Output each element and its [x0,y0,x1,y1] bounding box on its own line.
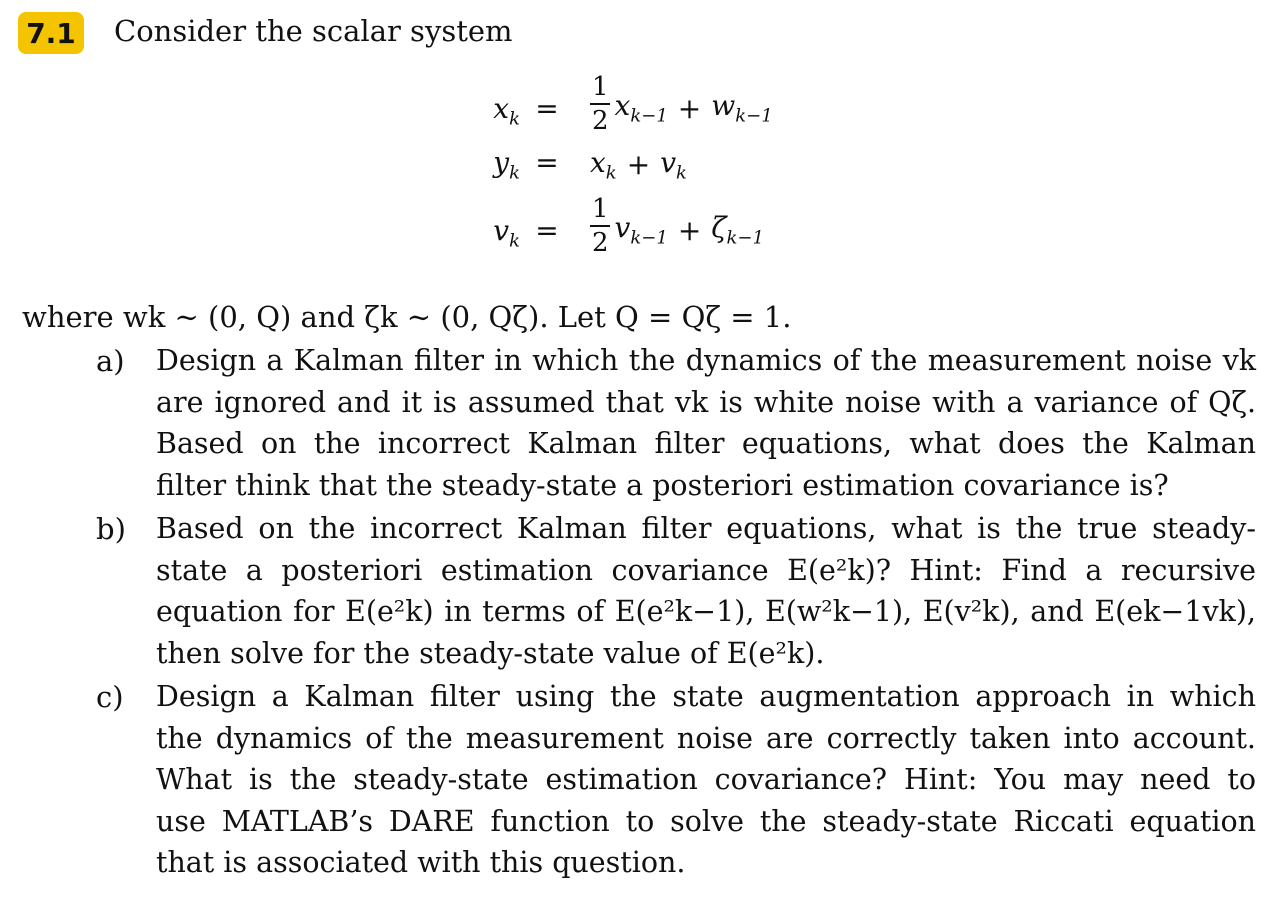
part-label: c) [96,680,124,714]
equation-rhs: $\frac{1}{2}$ $v_{k-1}$ + $\zeta_{k-1}$ [592,194,764,258]
part-text [156,340,1256,506]
text-line: Design a Kalman filter using the state augmentation approach in which [156,680,1256,713]
problem-intro: Consider the scalar system [114,14,513,48]
text-line: use MATLAB’s DARE function to solve the steady-state Riccati equation [156,804,1256,838]
equation-rhs: $\frac{1}{2}$ $x_{k-1}$ + $w_{k-1}$ [592,72,773,136]
fraction-one-half: $\frac{1}{2}$ [592,194,609,258]
text-line: Based on the incorrect Kalman filter equations, what does the Kalman [156,427,1256,460]
problem-number-badge: 7.1 [18,12,84,54]
text-line: the dynamics of the measurement noise are correctly taken into account. [156,721,1256,755]
equals-sign: = [535,146,559,179]
text-line: then solve for the steady-state value of E(e²k). [156,636,825,670]
part-text [156,676,1256,884]
part-c [96,676,1256,888]
text-line: state a posteriori estimation covariance E(e²k)? Hint: Find a recursive [156,553,1256,587]
part-a [96,340,1256,510]
equation-lhs: $v_k$ [493,214,520,252]
text-line: that is associated with this question. [156,846,686,879]
part-label: b) [96,512,126,546]
equals-sign: = [535,92,559,125]
text-line: filter think that the steady-state a posteriori estimation covariance is? [156,468,1169,502]
text-line: equation for E(e²k) in terms of E(e²k−1), E(w²k−1), E(v²k), and E(ek−1vk), [156,595,1256,628]
text-line: What is the steady-state estimation covariance? Hint: You may need to [156,763,1256,796]
part-b [96,508,1256,678]
part-text [156,508,1256,674]
equals-sign: = [535,214,559,247]
text-line: Design a Kalman filter in which the dynamics of the measurement noise vk [156,344,1256,377]
fraction-one-half: $\frac{1}{2}$ [592,72,609,136]
text-line: Based on the incorrect Kalman filter equations, what is the true steady- [156,512,1256,545]
text-line: are ignored and it is assumed that vk is white noise with a variance of Qζ. [156,385,1256,419]
equation-lhs: $x_k$ [493,92,520,130]
equation-rhs: $x_k$ + $v_k$ [590,146,687,184]
noise-definitions: where wk ∼ (0, Q) and ζk ∼ (0, Qζ). Let Q = Qζ = 1. [22,300,792,334]
equation-lhs: $y_k$ [493,146,520,184]
part-label: a) [96,344,125,378]
